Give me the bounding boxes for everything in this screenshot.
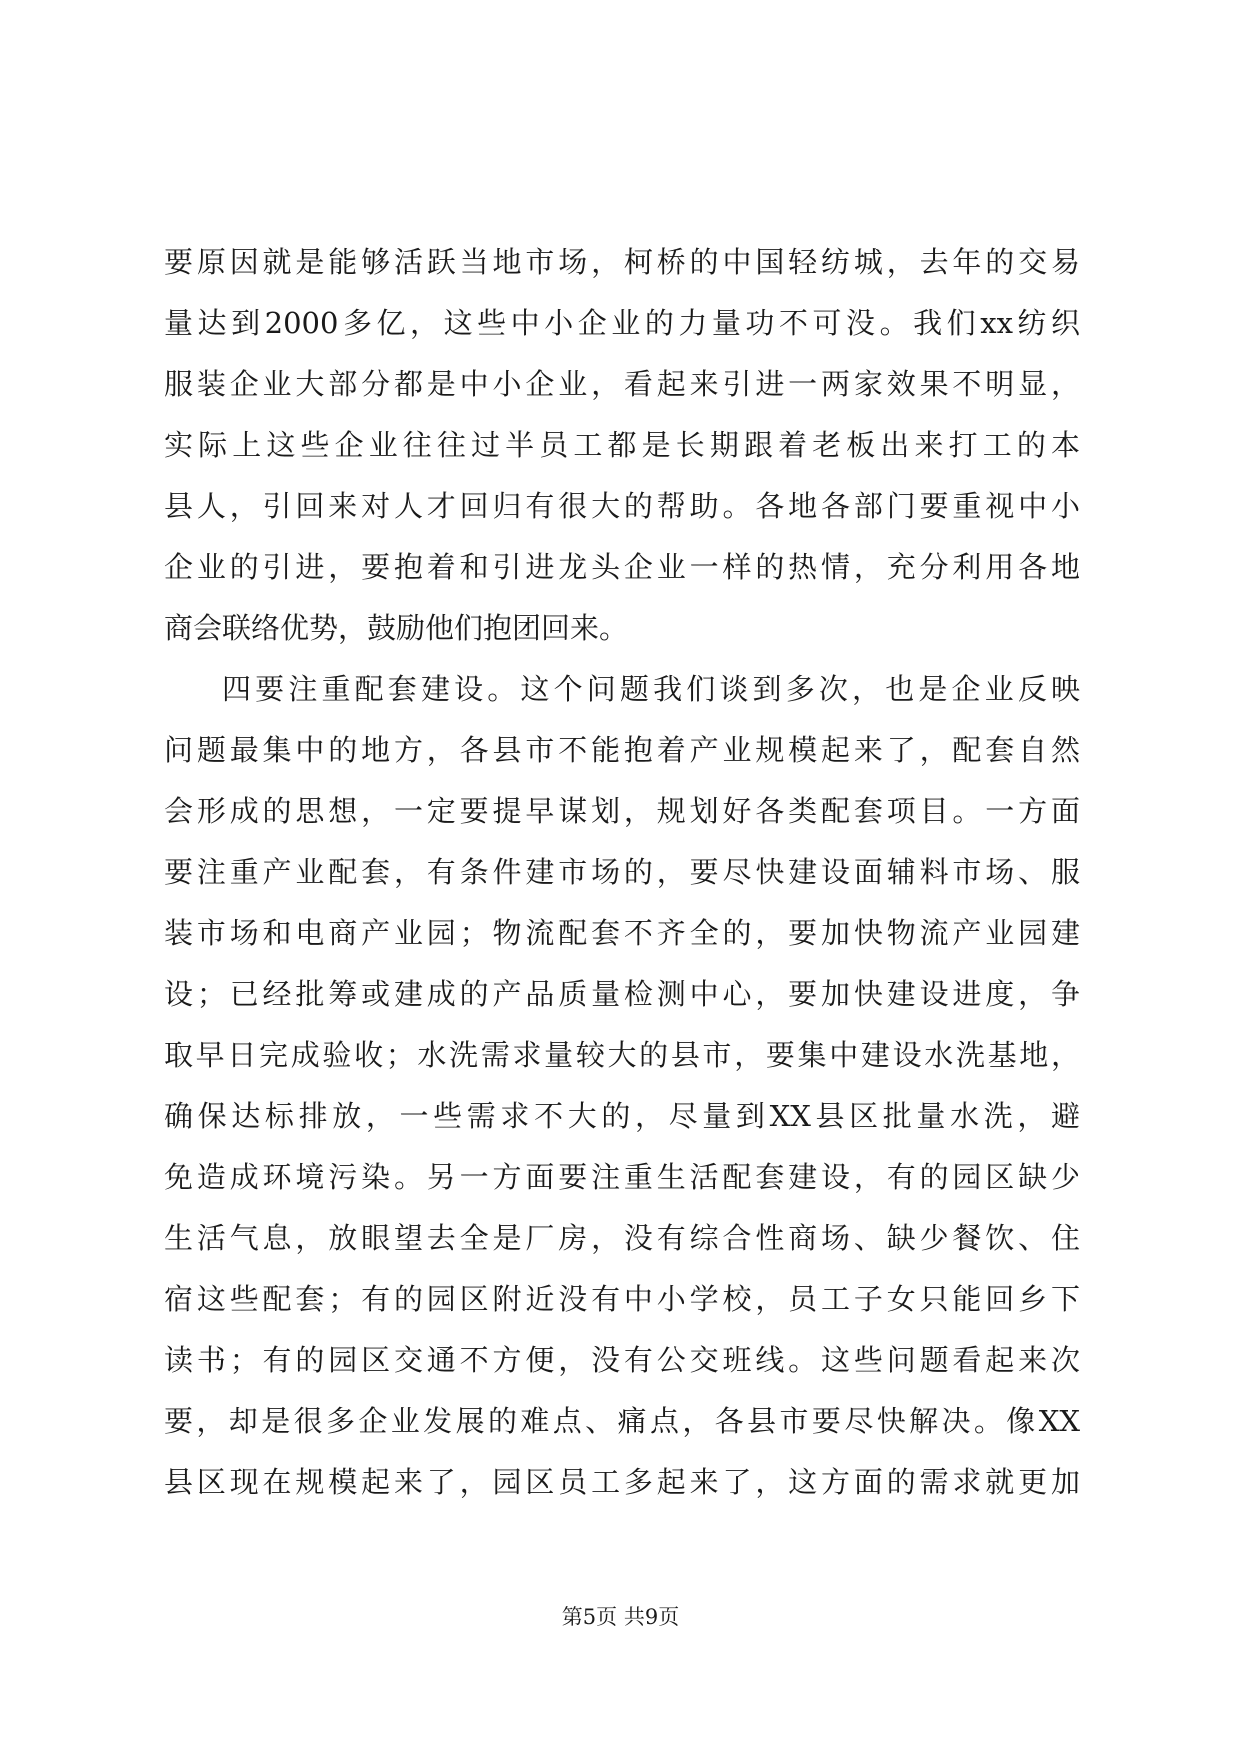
text-line: 要注重产业配套，有条件建市场的，要尽快建设面辅料市场、服 <box>164 855 1080 889</box>
text-line: 企业的引进，要抱着和引进龙头企业一样的热情，充分利用各地 <box>164 550 1080 584</box>
text-line: 四要注重配套建设。这个问题我们谈到多次，也是企业反映 <box>222 672 1080 706</box>
text-line: 宿这些配套；有的园区附近没有中小学校，员工子女只能回乡下 <box>164 1282 1080 1316</box>
text-line: 商会联络优势，鼓励他们抱团回来。 <box>164 611 629 645</box>
text-line: 县人，引回来对人才回归有很大的帮助。各地各部门要重视中小 <box>164 489 1080 523</box>
text-line: 问题最集中的地方，各县市不能抱着产业规模起来了，配套自然 <box>164 733 1080 767</box>
text-line: 生活气息，放眼望去全是厂房，没有综合性商场、缺少餐饮、住 <box>164 1221 1080 1255</box>
text-line: 要，却是很多企业发展的难点、痛点，各县市要尽快解决。像XX <box>164 1404 1080 1438</box>
text-line: 装市场和电商产业园；物流配套不齐全的，要加快物流产业园建 <box>164 916 1080 950</box>
page-footer: 第5页 共9页 <box>561 1605 680 1629</box>
text-line: 确保达标排放，一些需求不大的，尽量到XX县区批量水洗，避 <box>164 1099 1080 1133</box>
text-line: 量达到2000多亿，这些中小企业的力量功不可没。我们xx纺织 <box>164 306 1080 340</box>
text-line: 实际上这些企业往往过半员工都是长期跟着老板出来打工的本 <box>164 428 1080 462</box>
text-line: 要原因就是能够活跃当地市场，柯桥的中国轻纺城，去年的交易 <box>164 245 1080 279</box>
paragraph-2 <box>164 659 1080 1513</box>
text-line: 免造成环境污染。另一方面要注重生活配套建设，有的园区缺少 <box>164 1160 1080 1194</box>
text-line: 取早日完成验收；水洗需求量较大的县市，要集中建设水洗基地， <box>164 1038 1080 1072</box>
text-line: 服装企业大部分都是中小企业，看起来引进一两家效果不明显， <box>164 367 1080 401</box>
text-line: 会形成的思想，一定要提早谋划，规划好各类配套项目。一方面 <box>164 794 1080 828</box>
text-line: 设；已经批筹或建成的产品质量检测中心，要加快建设进度，争 <box>164 977 1080 1011</box>
text-line: 读书；有的园区交通不方便，没有公交班线。这些问题看起来次 <box>164 1343 1080 1377</box>
text-line: 县区现在规模起来了，园区员工多起来了，这方面的需求就更加 <box>164 1465 1080 1499</box>
paragraph-1 <box>164 232 1080 659</box>
body-text <box>164 232 1080 1513</box>
